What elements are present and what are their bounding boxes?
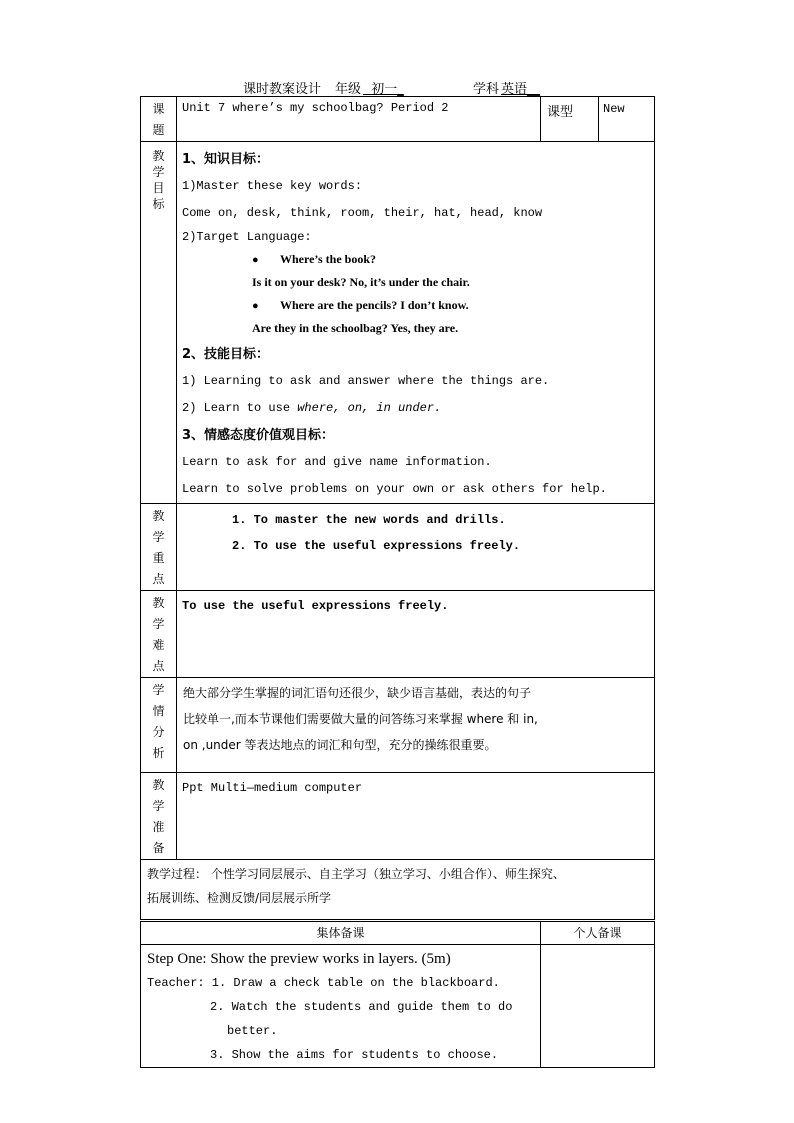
target-language-title: 2)Target Language:	[182, 230, 312, 244]
process-line-1: 教学过程： 个性学习同层展示、自主学习（独立学习、小组合作）、师生探究、	[147, 867, 565, 881]
teacher-step-1: Teacher: 1. Draw a check table on the blackboard.	[147, 976, 500, 990]
personal-plan-cell	[541, 945, 655, 1068]
analysis-line-1: 绝大部分学生掌握的词汇语句还很少，缺少语言基础，表达的句子	[183, 686, 532, 700]
subject-value: 英语__	[501, 82, 541, 97]
teacher-step-2-cont: better.	[227, 1024, 278, 1038]
analysis-content	[177, 678, 655, 773]
step-one-title: Step One: Show the preview works in layers. (5m)	[147, 951, 451, 967]
preparation-content: Ppt Multi—medium computer	[177, 773, 655, 860]
emotion-item-1: Learn to ask for and give name information.	[182, 455, 492, 469]
lesson-type-value: New	[599, 97, 655, 142]
difficulties-content: To use the useful expressions freely.	[177, 591, 655, 678]
skill-item-1: 1) Learning to ask and answer where the things are.	[182, 374, 550, 388]
lesson-type-label: 课型	[541, 97, 599, 142]
doc-title: 课时教案设计	[243, 82, 322, 97]
bullet-item-1: ● Where’s the book?	[182, 247, 654, 271]
bullet-answer-1: Is it on your desk? No, it’s under the chair.	[252, 275, 470, 289]
analysis-line-3: on ,under 等表达地点的词汇和句型，充分的操练很重要。	[183, 738, 497, 752]
analysis-line-2: 比较单一,而本节课他们需要做大量的问答练习来掌握 where 和 in,	[183, 712, 538, 726]
step-one-row	[141, 945, 655, 1068]
objectives-content	[177, 142, 655, 504]
skill-item-2: 2) Learn to use where, on, in under.	[182, 401, 442, 415]
difficulties-row	[141, 591, 655, 678]
key-points-label: 教 学 重 点	[141, 504, 177, 591]
objectives-row	[141, 142, 655, 504]
key-points-content	[177, 504, 655, 591]
key-point-2: 2. To use the useful expressions freely.	[232, 539, 521, 553]
teacher-step-3: 3. Show the aims for students to choose.	[210, 1048, 499, 1062]
document-title-row	[140, 78, 654, 96]
topic-value: Unit 7 where’s my schoolbag? Period 2	[177, 97, 541, 142]
bullet-dot-icon: ●	[252, 254, 259, 266]
grade-label: 年级	[335, 82, 362, 97]
topic-label: 课 题	[141, 97, 177, 142]
key-point-1: 1. To master the new words and drills.	[232, 513, 506, 527]
emotion-heading: 3、情感态度价值观目标：	[182, 428, 335, 443]
bullet-item-2: ● Where are the pencils? I don’t know.	[182, 294, 654, 316]
objectives-label: 教 学 目 标	[141, 142, 177, 504]
bullet-answer-2: Are they in the schoolbag? Yes, they are.	[252, 321, 459, 335]
process-content	[141, 860, 655, 920]
personal-plan-header: 个人备课	[541, 922, 655, 945]
difficulties-label: 教 学 难 点	[141, 591, 177, 678]
bullet-dot-icon: ●	[252, 300, 259, 312]
teacher-step-2: 2. Watch the students and guide them to do	[210, 1000, 513, 1014]
key-words: Come on, desk, think, room, their, hat, head, know	[182, 206, 543, 220]
plan-header-row	[141, 922, 655, 945]
analysis-label: 学 情 分 析	[141, 678, 177, 773]
grade-value: 初一_	[371, 82, 404, 97]
analysis-row	[141, 678, 655, 773]
process-row	[141, 860, 655, 920]
collective-plan-header: 集体备课	[141, 922, 541, 945]
topic-row	[141, 97, 655, 142]
emotion-item-2: Learn to solve problems on your own or ask others for help.	[182, 482, 607, 496]
knowledge-heading: 1、知识目标：	[182, 152, 270, 167]
master-words-title: 1)Master these key words:	[182, 179, 363, 193]
skill-heading: 2、技能目标：	[182, 347, 270, 362]
subject-label: 学科	[473, 82, 500, 97]
process-line-2: 拓展训练、检测反馈/同层展示所学	[147, 891, 332, 905]
lesson-plan-table	[140, 96, 655, 1068]
preparation-row	[141, 773, 655, 860]
key-points-row	[141, 504, 655, 591]
preparation-label: 教 学 准 备	[141, 773, 177, 860]
step-one-content	[141, 945, 541, 1068]
